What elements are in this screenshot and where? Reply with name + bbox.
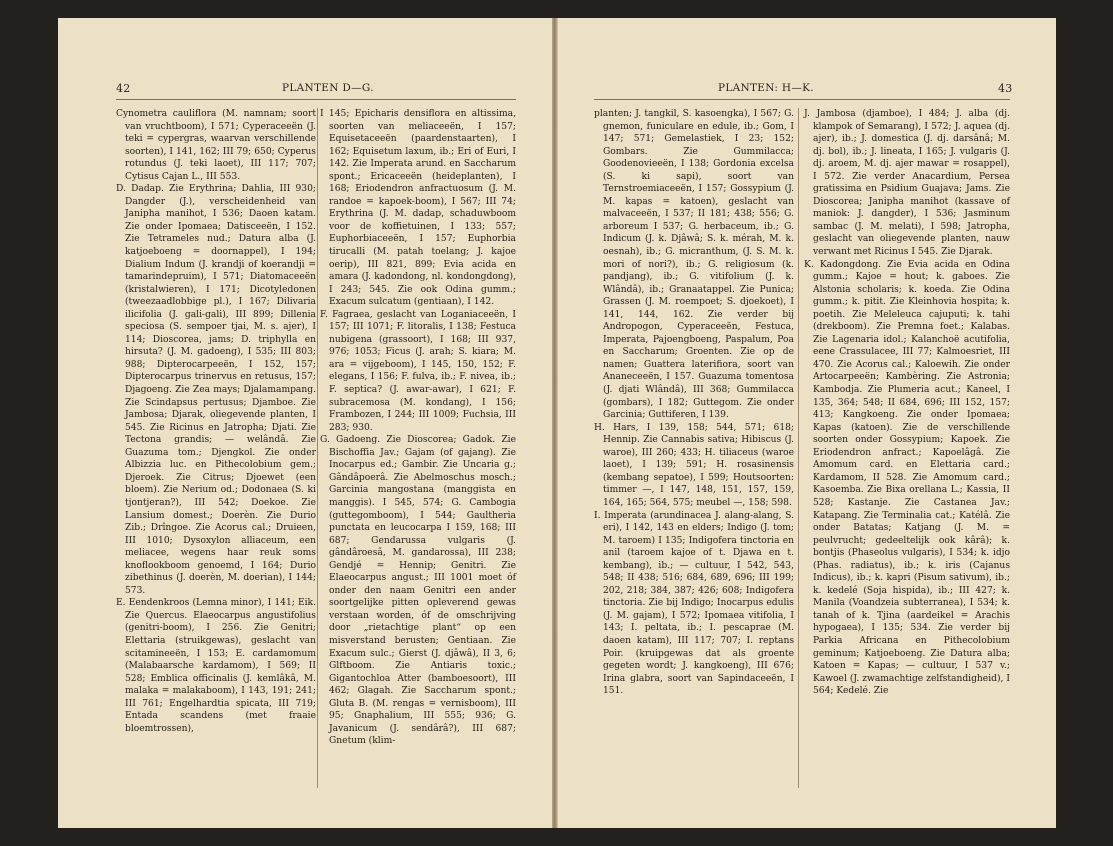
right-page (557, 18, 1056, 828)
left-page (58, 18, 553, 828)
entry-block: I 145; Epicharis densiflora en altissima, soorten van meliaceeën, I 157; Equisetaceeën (paardenstaarten), I 162; Equisetum laxum, ib.; Eri of Euri, I 142. Zie Imperata arund. en Saccharum spont.; Ericaceeën (heideplanten), I 168; Eriodendron anfractuosum (J. M. randoe = kapoek-boom), I 567; III 74; Erythrina (J. M. dadap, schaduwboom voor de koffietuinen, I 133; 557; Euphorbiaceeën, I 157; Euphorbia tirucalli (M. patah toelang; J. kajoe oerip), III 821, 899; Evia acida en amara (J. kadondong, nl. kondongdong), I 243; 545. Zie ook Odina gumm.; Exacum sulcatum (gentiaan), I 142. (320, 109, 516, 308)
left-page-header (58, 82, 552, 98)
right-page-number: 43 (998, 82, 1013, 95)
entry-block-e: E. Eendenkroos (Lemna minor), I 141; Eik. Zie Quercus. Elaeocarpus angustifolius (genitri-boom), I 256. Zie Genitri; Elettaria (struikgewas), geslacht van scitamineeën, I 153; E. cardamomum (Malabaarsche kardamom), I 569; II 528; Emblica officinalis (J. kemlâkâ, M. malaka = malakaboom), I 143, 191; 241; III 761; Engelhardtia spicata, III 719; Entada scandens (met fraaie bloemtrossen), (116, 598, 316, 734)
right-header-rule (594, 99, 1010, 100)
left-column-2 (320, 108, 516, 748)
entry-block-k: K. Kadongdong. Zie Evia acida en Odina gumm.; Kajoe = hout; k. gaboes. Zie Alstonia scholaris; k. koeda. Zie Odina gumm.; k. pitit. Zie Kleinhovia hospita; k. poetih. Zie Meleleuca cajuputi; k. tahi (drekboom). Zie Premna foet.; Kalabas. Zie Lagenaria idol.; Kalanchoë acutifolia, eene Crassulacee, III 77; Kalmoesriet, III 470. Zie Acorus cal.; Kaloewih. Zie onder Artocarpeeën; Kambèring. Zie Astronia; Kambodja. Zie Plumeria acut.; Kaneel, I 135, 364; 548; II 684, 696; III 152, 157; 413; Kangkoeng. Zie onder Ipomaea; Kapas (katoen). Zie de verschillende soorten onder Gossypium; Kapoek. Zie Eriodendron anfract.; Kapoelâgâ. Zie Amomum card. en Elettaria card.; Kardamom, II 528. Zie Amomum card.; Kasoemba. Zie Bixa orellana L.; Kassia, II 528; Kastanje. Zie Castanea Jav.; Katapang. Zie Terminalia cat.; Katélâ. Zie onder Batatas; Katjang (J. M. = peulvrucht; gedeeltelijk ook kârâ); k. bontjis (Phaseolus vulgaris), I 534; k. idjo (Phas. radiatus), ib.; k. iris (Cajanus Indicus), ib.; k. kapri (Pisum sativum), ib.; k. kedelé (Soja hispida), ib.; III 427; k. Manila (Voandzeia subterranea), I 534; k. tanah of k. Tjina (aardeikel = Arachis hypogaea), I 135; 534. Zie verder bij Parkia Africana en Pithecolobium geminum; Katjoeboeng. Zie Datura alba; Katoen = Kapas; — cultuur, I 537 v.; Kawoel (J. zwamachtige zelfstandigheid), I 564; Kedelé. Zie (804, 259, 1010, 697)
entry-block-g: G. Gadoeng. Zie Dioscorea; Gadok. Zie Bischoffia Jav.; Gajam (of gajang). Zie Inocarpus ed.; Gambir. Zie Uncaria g.; Gândâpoerâ. Zie Abelmoschus mosch.; Garcinia mangostana (manggista en manggis). I 545, 574; G. Cambogia (guttegomboom), I 544; Gaultheria punctata en leucocarpa I 159, 168; III 687; Gendarussa vulgaris (J. gândâroesâ, M. gandarossa), III 238; Gendjé = Hennip; Genitri. Zie Elaeocarpus angust.; III 1001 moet óf onder den naam Genitri een ander soortgelijke pitten opleverend gewas verstaan worden, óf de omschrijving door „rietachtige plant“ op een misverstand berusten; Gentiaan. Zie Exacum sulc.; Gierst (J. djâwâ), II 3, 6; Glftboom. Zie Antiaris toxic.; Gigantochloa Atter (bamboesoort), III 462; Glagah. Zie Saccharum spont.; Gluta B. (M. rengas = vernisboom), III 95; Gnaphalium, III 555; 936; G. Javanicum (J. sendârâ?), III 687; Gnetum (klim- (320, 435, 516, 747)
right-column-1 (594, 108, 794, 698)
entry-block-f: F. Fagraea, geslacht van Loganiaceeën, I 157; III 1071; F. litoralis, I 138; Festuca nubigena (grassoort), I 168; III 937, 976; 1053; Ficus (J. arah; S. kiara; M. ara = vijgeboom), I 145, 150, 152; F. elegans, I 156; F. fulva, ib.; F. nivea, ib.; F. septica? (J. awar-awar), I 621; F. subracemosa (M. kondang), I 156; Frambozen, I 244; III 1009; Fuchsia, III 283; 930. (320, 309, 516, 433)
entry-block-j: J. Jambosa (djamboe), I 484; J. alba (dj. klampok of Semarang), I 572; J. aquea (dj. ajer), ib.; J. domestica (J. dj. darsânâ; M. dj. bol), ib.; J. lineata, I 165; J. vulgaris (J. dj. aroem, M. dj. ajer mawar = rosappel), I 572. Zie verder Anacardium, Persea gratissima en Psidium Guajava; Jams. Zie Dioscorea; Janipha manihot (kassave of maniok: J. dangder), I 536; Jasminum sambac (J. M. melati), I 598; Jatropha, geslacht van oliegevende planten, nauw verwant met Ricinus I 545. Zie Djarak. (804, 109, 1010, 258)
right-running-head: PLANTEN: H—K. (718, 82, 814, 94)
entry-block-d: D. Dadap. Zie Erythrina; Dahlia, III 930; Dangder (J.), verscheidenheid van Janipha manihot, I 536; Daoen katam. Zie onder Ipomaea; Datisceeën, I 152. Zie Tetrameles nud.; Datura alba (J. katjoeboeng = doornappel), I 194; Dialium Indum (J. krandji of koerandji = tamarindepruim), I 571; Diatomaceeën (kristalwieren), I 171; Dicotyledonen (tweezaadlobbige pl.), I 167; Dilivaria ilicifolia (J. gali-gali), III 899; Dillenia speciosa (S. sempoer tjai, M. s. ajer), I 114; Dioscorea, jams; D. triphylla en hirsuta? (J. M. gadoeng), I 535; III 803; 988; Dipterocarpeeën, I 152, 157; Dipterocarpus trinervus en retusus, 157; Djagoeng. Zie Zea mays; Djalamampang. Zie Scindapsus pertusus; Djamboe. Zie Jambosa; Djarak, oliegevende planten, I 545. Zie Ricinus en Jatropha; Djati. Zie Tectona grandis; — welândâ. Zie Guazuma tom.; Djengkol. Zie onder Albizzia luc. en Pithecolobium gem.; Djeroek. Zie Citrus; Djoewet (een bloem). Zie Nerium od.; Dodonaea (S. ki tjontjeran?), III 542; Doekoe. Zie Lansium domest.; Doerèn. Zie Durio Zib.; Drîngoe. Zie Acorus cal.; Druieen, III 1010; Dysoxylon alliaceum, een meliacee, wegens haar reuk soms knoflookboom genoemd, I 164; Durio zibethinus (J. doerèn, M. doerian), I 144; 573. (116, 184, 316, 596)
right-column-2 (804, 108, 1010, 698)
right-page-header (558, 82, 1056, 98)
left-column-1 (116, 108, 316, 735)
entry-block-i: I. Imperata (arundinacea J. alang-alang, S. eri), I 142, 143 en elders; Indigo (J. tom; M. taroem) I 135; Indigofera tinctoria en anil (taroem kajoe of t. Djawa en t. kembang), ib.; — cultuur, I 542, 543, 548; II 438; 516; 684, 689, 696; III 199; 202, 218; 384, 387; 426; 608; Indigofera tinctoria. Zie bij Indigo; Inocarpus edulis (J. M. gajam), I 572; Ipomaea vitifolia, I 143; I. peltata, ib.; I. pescaprae (M. daoen katam), III 117; 707; I. reptans Poir. (kruipgewas dat als groente gegeten wordt; J. kangkoeng), III 676; Irina glabra, soort van Sapindaceeën, I 151. (594, 510, 794, 697)
entry-block: Cynometra cauliflora (M. namnam; soort van vruchtboom), I 571; Cyperaceeën (J. teki = cypergras, waarvan verschillende soorten), I 141, 162; III 79; 650; Cyperus rotundus (J. teki laoet), III 117; 707; Cytisus Cajan L., III 553. (116, 109, 316, 182)
left-header-rule (116, 99, 516, 100)
entry-block-h: H. Hars, I 139, 158; 544, 571; 618; Hennip. Zie Cannabis sativa; Hibiscus (J. waroe), III 260; 433; H. tiliaceus (waroe laoet), I 139; 591; H. rosasinensis (kembang sepatoe), I 599; Houtsoorten: timmer —, I 147, 148, 151, 157, 159, 164, 165; 564, 575; meubel —, 158; 598. (594, 422, 794, 508)
left-running-head: PLANTEN D—G. (282, 82, 374, 94)
entry-block: planten; J. tangkil, S. kasoengka), I 567; G. gnemon, funiculare en edule, ib.; Gom, I 147; 571; Gemelastiek, I 23; 152; Gombars. Zie Gummilacca; Goodenovieeën, I 138; Gordonia excelsa (S. ki sapi), soort van Ternstroemiaceeën, I 157; Gossypium (J. M. kapas = katoen), geslacht van malvaceeën, I 537; II 181; 438; 556; G. arboreum I 537; G. herbaceum, ib.; G. Indicum (J. k. Djâwâ; S. k. mérah, M. k. oesnah), ib.; G. micranthum, (J. S. M. k. mori of nori?), ib.; G. religiosum (k. pandjang), ib.; G. vitifolium (J. k. Wlândâ), ib.; Granaatappel. Zie Punica; Grassen (J. M. roempoet; S. djoekoet), I 141, 144, 162. Zie verder bij Andropogon, Cyperaceeën, Festuca, Imperata, Pajoengboeng, Paspalum, Poa en Saccharum; Groenten. Zie op de namen; Guattera laterifiora, soort van Ananeceeën, I 157. Guazuma tomentosa (J. djati Wlândâ), III 368; Gummilacca (gombars), I 182; Guttegom. Zie onder Garcinia; Guttiferen, I 139. (594, 109, 794, 421)
left-page-number: 42 (116, 82, 131, 95)
right-column-divider (798, 108, 799, 788)
left-column-divider (317, 108, 318, 788)
